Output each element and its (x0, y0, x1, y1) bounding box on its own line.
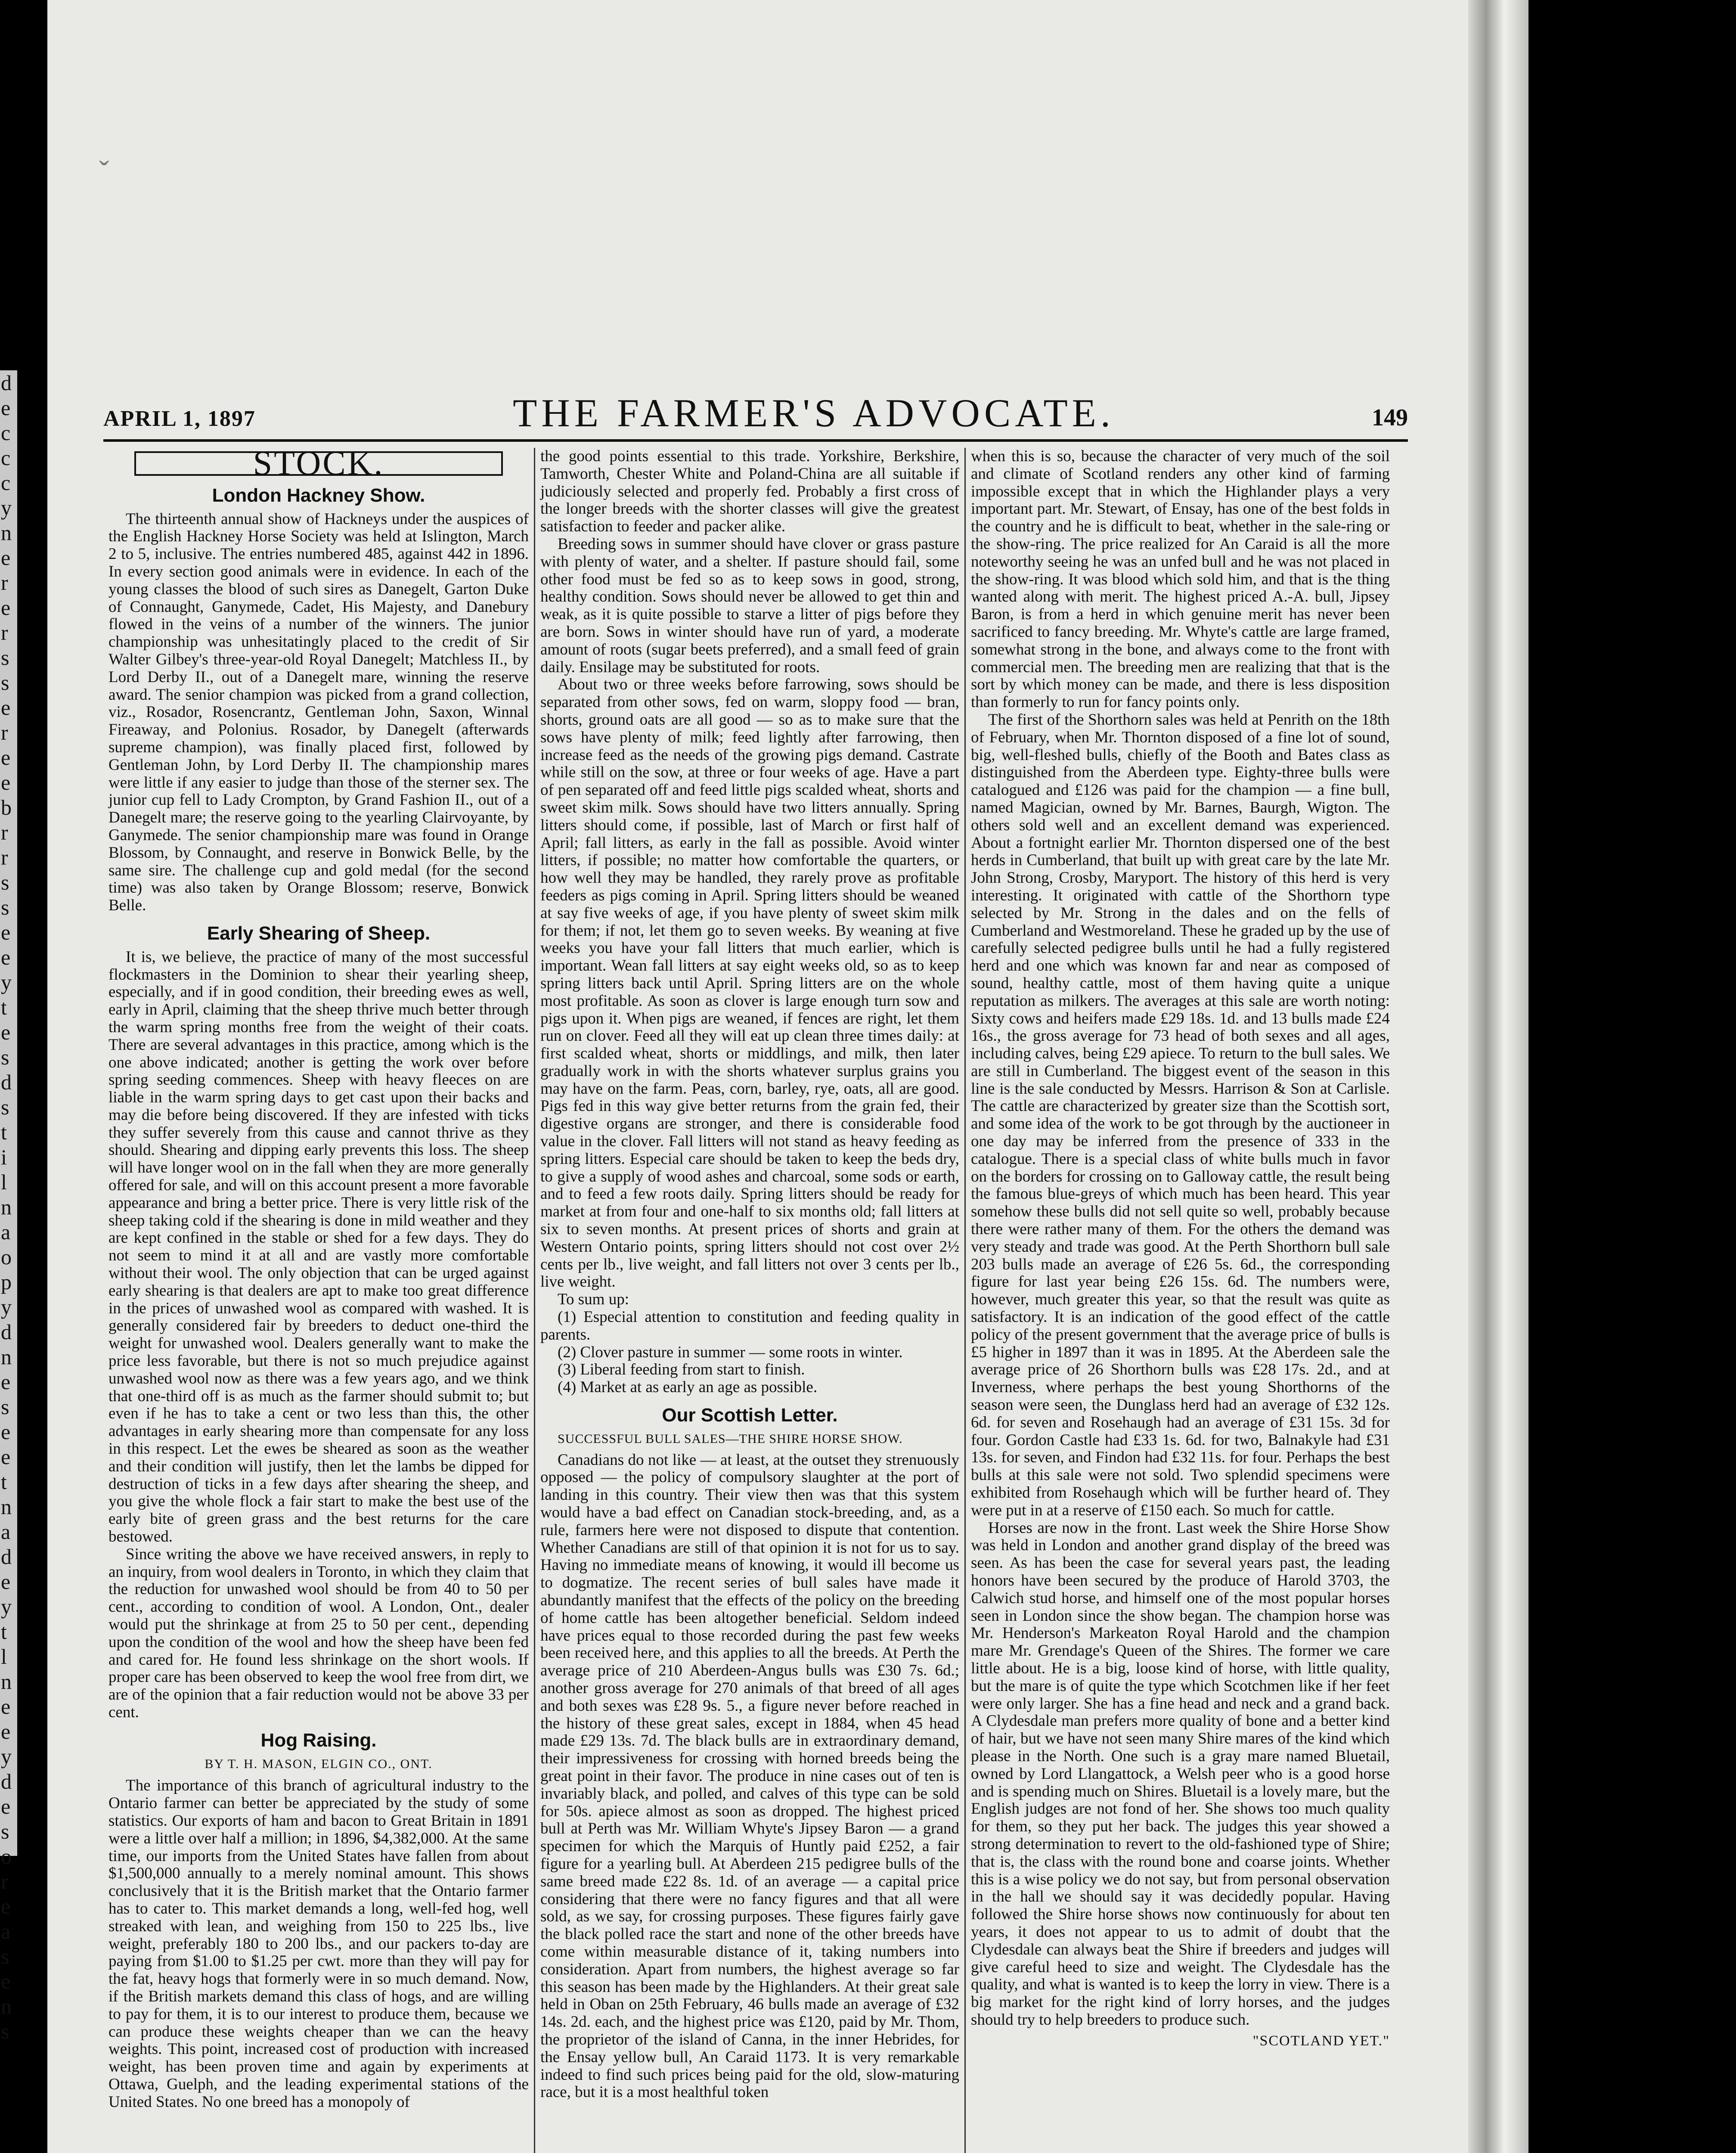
strip-letter: e (1, 1694, 11, 1719)
strip-letter: e (1, 695, 11, 720)
strip-letter: e (1, 1969, 11, 1993)
article-title-hackney: London Hackney Show. (212, 484, 425, 506)
page-header (103, 392, 1408, 442)
article-paragraph: Canadians do not like — at least, at the outset they strenuously opposed — the policy of compulsory slaughter at the port of landing in this country. Their view then was that this system would have a bad effect on Canadian stock-breeding, and, as a rule, farmers here were not disposed to dispute that contention. Whether Canadians are still of that opinion it is not for us to say. Having no immediate means of knowing, it would ill become us to dogmatize. The recent series of bull sales have made it abundantly manifest that the effects of the policy on the breeding of home cattle has been altogether beneficial. Seldom indeed have prices equal to those recorded during the past few weeks been received here, and this applies to all the breeds. At Perth the average price of 210 Aberdeen-Angus bulls was £30 7s. 6d.; another gross average for 270 animals of that breed of all ages and both sexes was £28 9s. 5., a figure never before reached in the history of these great sales, except in 1884, when 45 head made £29 13s. 7d. The black bulls are in extraordinary demand, their impressiveness for crossing with horned breeds being the great point in their favor. The produce in nine cases out of ten is invariably black, and polled, and calves of this type can be sold for 50s. apiece almost as soon as dropped. The highest priced bull at Perth was Mr. William Whyte's Jipsey Baron — a grand specimen for which the Marquis of Huntly paid £252, a fair figure for a yearling bull. At Aberdeen 215 pedigree bulls of the same breed made £22 8s. 1d. of an average — a capital price considering that there were no fancy figures and that all were sold, as we say, for crossing purposes. These figures fairly gave the black polled race the start and none of the other breeds have come within measurable distance of it, taking numbers into consideration. Apart from numbers, the highest average so far this season has been made by the Highlanders. At their great sale held in Oban on 25th February, 46 bulls made an average of £32 14s. 2d. each, and the highest price was £120, paid by Mr. Thom, the proprietor of the island of Canna, in the inner Hebrides, for the Ensay yellow bull, An Caraid 1173. It is very remarkable indeed to find such prices being paid for the old, slow-maturing race, but it is a most healthful token (540, 1451, 959, 2101)
strip-letter: y (1, 1595, 12, 1619)
strip-letter: s (1, 2019, 9, 2043)
strip-letter: t (1, 1619, 7, 1644)
strip-letter: s (1, 1395, 9, 1419)
strip-letter: d (1, 1070, 12, 1094)
article-paragraph: the good points essential to this trade. Yorkshire, Berkshire, Tamworth, Chester White and Poland-China are all suitable if judiciously selected and properly fed. Probably a first cross of the longer breeds with the shorter classes will give the greatest satisfaction to feeder and packer alike. (540, 448, 959, 536)
strip-letter: y (1, 1744, 12, 1768)
strip-letter: a (1, 1520, 11, 1544)
article-title-hog: Hog Raising. (260, 1729, 377, 1751)
strip-letter: e (1, 1370, 11, 1394)
strip-letter: s (1, 895, 9, 919)
strip-letter: s (1, 645, 9, 670)
strip-letter: d (1, 1545, 12, 1569)
strip-letter: e (1, 1719, 11, 1743)
strip-letter: y (1, 496, 12, 520)
page-number: 149 (1372, 404, 1408, 431)
strip-letter: n (1, 1345, 12, 1369)
article-columns (103, 448, 1408, 2153)
strip-letter: e (1, 945, 11, 969)
byline: BY T. H. MASON, ELGIN CO., ONT. (205, 1756, 433, 1771)
strip-letter: s (1, 670, 9, 695)
strip-letter: c (1, 471, 11, 495)
adjacent-page-strip (0, 370, 17, 2043)
article-paragraph: Breeding sows in summer should have clover or grass pasture with plenty of water, and a shelter. If pasture should fail, some other food must be fed so as to keep sows in good, strong, healthy condition. Sows should never be allowed to get thin and weak, as it is quite possible to starve a litter of pigs before they are born. Sows in winter should have run of yard, a moderate amount of roots (sugar beets preferred), and a small feed of grain daily. Ensilage may be substituted for roots. (540, 535, 959, 676)
article-paragraph: The thirteenth annual show of Hackneys under the auspices of the English Hackney Horse Society was held at Islington, March 2 to 5, inclusive. The entries numbered 485, against 442 in 1896. In every section good animals were in evidence. In each of the young classes the blood of such sires as Danegelt, Garton Duke of Connaught, Ganymede, Cadet, His Majesty, and Danebury flowed in the veins of a number of the winners. The junior championship was unhesitatingly placed to the credit of Sir Walter Gilbey's three-year-old Royal Danegelt; Matchless II., by Lord Derby II., out of a Danegelt mare, winning the reserve award. The senior champion was picked from a grand collection, viz., Rosador, Rosencrantz, Gentleman John, Saxon, Winnal Fireaway, and Polonius. Rosador, by Danegelt (afterwards supreme champion), was finally placed first, followed by Gentleman John, by Lord Derby II. The championship mares were little if any easier to judge than those of the sterner sex. The junior cup fell to Lady Crompton, by Grand Fashion II., out of a Danegelt mare; the reserve going to the yearling Clairvoyante, by Ganymede. The senior championship mare was found in Orange Blossom, by Connaught, and reserve in Bonwick Belle, by the same sire. The challenge cup and gold medal (for the second time) was also taken by Orange Blossom; reserve, Bonwick Belle. (108, 510, 529, 915)
article-paragraph: when this is so, because the character of very much of the soil and climate of Scotland renders any other kind of farming impossible except that in which the Highlander plays a very important part. Mr. Stewart, of Ensay, has one of the best folds in the country and he is difficult to beat, whether in the sale-ring or the show-ring. The price realized for An Caraid is all the more noteworthy seeing he was an unfed bull and he was not placed in the show-ring. It was blood which sold him, and that is the thing wanted along with merit. The highest priced A.-A. bull, Jipsey Baron, is from a herd in which genuine merit has never been sacrificed to fancy breeding. Mr. Whyte's cattle are large framed, somewhat strong in the bone, and always come to the front with commercial men. The breeding men are realizing that that is the sort by which money can be made, and there is less disposition than formerly to run for fancy points only. (971, 448, 1390, 711)
masthead-title: THE FARMER'S ADVOCATE. (513, 391, 1115, 435)
strip-letter: d (1, 1320, 12, 1344)
column-3 (964, 448, 1395, 2153)
strip-letter: e (1, 396, 11, 420)
strip-letter: i (1, 1145, 7, 1169)
strip-letter: b (1, 795, 12, 819)
article-subhead: SUCCESSFUL BULL SALES—THE SHIRE HORSE SHOW. (558, 1431, 903, 1446)
strip-letter: a (1, 1919, 11, 1943)
strip-letter: l (1, 1170, 7, 1194)
strip-letter: n (1, 1669, 12, 1694)
strip-letter: r (1, 571, 8, 595)
article-paragraph: Horses are now in the front. Last week the Shire Horse Show was held in London and another grand display of the breed was seen. As has been the case for several years past, the leading honors have been secured by the produce of Harold 3703, the Calwich stud horse, and himself one of the most popular horses seen in London since the show began. The champion horse was Mr. Henderson's Markeaton Royal Harold and the champion mare Mr. Grendage's Queen of the Shires. The former we care little about. He is a big, loose kind of horse, with little quality, but the mare is of quite the type which Scotchmen like if her feet were only larger. She has a fine head and neck and a grand back. A Clydesdale man prefers more quality of bone and a better kind of hair, but we have not seen many Shire mares of the kind which please in the North. One such is a gray mare named Bluetail, owned by Lord Llangattock, a Welsh peer who is a good horse and is spending much on Shires. Bluetail is a lovely mare, but the English judges are not fond of her. She shows too much quality for them, so they put her back. The judges this year showed a strong determination to revert to the old-fashioned type of Shire; that is, the class with the round bone and coarse joints. Whether this is a wise policy we do not say, but from personal observation in the hall we should say it was decidedly popular. Having followed the Shire horse shows now continuously for about ten years, it does not appear to us to admit of doubt that the Clydesdale can always beat the Shire if breeders and judges will give careful heed to size and weight. The Clydesdale has the quality, and what is wanted is to keep the lorry in view. There is a big market for the right kind of lorry horses, and the judges should try to help breeders to produce such. (971, 1519, 1390, 2029)
article-paragraph: About two or three weeks before farrowing, sows should be separated from other sows, fed on warm, sloppy food — bran, shorts, ground oats are all good — so as to make sure that the sows have plenty of milk; feed lightly after farrowing, then increase feed as the needs of the growing pigs demand. Castrate while still on the sow, at three or four weeks of age. Have a part of pen separated off and feed little pigs scalded wheat, shorts and sweet skim milk. Sows should have two litters annually. Spring litters should come, if possible, last of March or first half of April; fall litters, as early in the fall as possible. Avoid winter litters, if possible; no matter how comfortable the quarters, or how well they may be handled, they rarely prove as profitable feeders as pigs coming in April. Spring litters should be weaned at say five weeks of age, if you have plenty of sweet skim milk for them; if not, let them go to seven weeks. By weaning at five weeks you have your fall litters that much earlier, which is important. Wean fall litters at say eight weeks old, so as to keep spring litters back until April. Spring litters are on the whole most profitable. As soon as clover is large enough turn sow and pigs upon it. When pigs are weaned, if fences are right, let them run on clover. Feed all they will eat up clean three times daily: at first scalded wheat, shorts or middlings, and milk, then later gradually work in with the shorts whatever surplus grains you may have on the farm. Peas, corn, barley, rye, oats, all are good. Pigs fed in this way give better returns from the grain fed, their digestive organs are stronger, and there is considerable food value in the clover. Fall litters will not stand as heavy feeding as spring litters. Especial care should be taken to keep the beds dry, to give a supply of wood ashes and charcoal, some sods or earth, and to feed a few roots daily. Spring litters should be ready for market at from four and one-half to six months old; fall litters at six to seven months. At present prices of shorts and grain at Western Ontario points, spring litters should not cost over 2½ cents per lb., live weight, and fall litters not over 3 cents per lb., live weight. (540, 676, 959, 1291)
strip-letter: e (1, 770, 11, 794)
strip-letter: s (1, 1095, 9, 1119)
strip-letter: y (1, 970, 12, 994)
ink-mark: ˇ (99, 155, 109, 189)
strip-letter: e (1, 745, 11, 769)
page-binding (1468, 0, 1528, 2153)
strip-letter: a (1, 1220, 11, 1244)
strip-letter: n (1, 521, 12, 545)
strip-letter: n (1, 1994, 12, 2018)
article-paragraph: The importance of this branch of agricultural industry to the Ontario farmer can better be appreciated by the study of some statistics. Our exports of ham and bacon to Great Britain in 1891 were a little over half a million; in 1896, $4,382,000. At the same time, our imports from the United States have fallen from about $1,500,000 annually to a merely nominal amount. This shows conclusively that it is the British market that the Ontario farmer has to cater to. This market demands a long, well-fed hog, well streaked with lean, and weighing from 150 to 225 lbs., live weight, preferably 180 to 200 lbs., and our packers to-day are paying from $1.00 to $1.25 per cwt. more than they will pay for the fat, heavy hogs that formerly were in so much demand. Now, if the British markets demand this class of hogs, and are willing to pay for them, it is to our interest to produce them, because we can produce these weights cheaper than we can the heavy weights. This point, increased cost of production with increased weight, has been proven time and again by experiments at Ottawa, Guelph, and the leading experimental stations of the United States. No one breed has a monopoly of (108, 1777, 529, 2111)
list-item: (3) Liberal feeding from start to finish. (558, 1361, 805, 1379)
article-paragraph: Since writing the above we have received answers, in reply to an inquiry, from wool dealers in Toronto, in which they claim that the reduction for unwashed wool should be from 40 to 50 per cent., according to condition of wool. A London, Ont., dealer would put the shrinkage at from 25 to 50 per cent., depending upon the condition of the wool and how the sheep have been fed and cared for. He found less shrinkage on the short wools. If proper care has been observed to keep the wool free from dirt, we are of the opinion that a fair reduction would not be above 33 per cent. (108, 1545, 529, 1721)
strip-letter: d (1, 371, 12, 395)
strip-letter: r (1, 845, 8, 869)
strip-letter: o (1, 1245, 12, 1269)
column-2 (534, 448, 964, 2153)
article-title-scottish: Our Scottish Letter. (662, 1405, 838, 1426)
strip-letter: d (1, 1769, 12, 1793)
strip-letter: c (1, 446, 11, 470)
strip-letter: r (1, 1869, 8, 1893)
strip-letter: t (1, 1470, 7, 1494)
strip-letter: e (1, 1894, 11, 1918)
scan-margin-right (1528, 0, 1736, 2153)
strip-letter: s (1, 1944, 9, 1968)
strip-letter: e (1, 1570, 11, 1594)
strip-letter: e (1, 546, 11, 570)
strip-letter: e (1, 920, 11, 944)
column-1 (103, 448, 534, 2153)
list-item: (1) Especial attention to constitution and feeding quality in parents. (540, 1308, 959, 1343)
strip-letter: o (1, 1844, 12, 1868)
strip-letter: s (1, 1045, 9, 1069)
strip-letter: t (1, 1120, 7, 1144)
summary-list (540, 1309, 959, 1396)
article-paragraph: The first of the Shorthorn sales was held at Penrith on the 18th of February, when Mr. Thornton disposed of a fine lot of sound, big, well-fleshed bulls, chiefly of the Booth and Bates class as distinguished from the Aberdeen type. Eighty-three bulls were catalogued and £126 was paid for the champion — a fine bull, named Magician, owned by Mr. Barnes, Baurgh, Wigton. The others sold well and an excellent demand was experienced. About a fortnight earlier Mr. Thornton dispersed one of the best herds in Cumberland, that built up with great care by the late Mr. John Strong, Crosby, Maryport. The history of this herd is very interesting. It originated with cattle of the Shorthorn type selected by Mr. Strong in the dales and on the fells of Cumberland and Westmoreland. These he graded up by the use of carefully selected pedigree bulls until he had a fully registered herd and one which was known far and near as composed of sound, healthy cattle, most of them having quite a unique reputation as milkers. The averages at this sale are worth noting: Sixty cows and heifers made £29 18s. 1d. and 13 bulls made £24 16s., the gross average for 73 head of both sexes and all ages, including calves, being £29 apiece. To return to the bull sales. We are still in Cumberland. The biggest event of the season in this line is the sale conducted by Messrs. Harrison & Son at Carlisle. The cattle are characterized by greater size than the Scottish sort, and some idea of the work to be got through by the auctioneer in one day may be inferred from the presence of 333 in the catalogue. There is a special class of white bulls much in favor on the borders for crossing on to Galloway cattle, the result being the famous blue-greys of which much has been heard. This year somehow these bulls did not sell quite so well, probably because there were rather many of them. For the others the demand was very steady and trade was good. At the Perth Shorthorn bull sale 203 bulls made an average of £26 5s. 6d., the corresponding figure for last year being £26 15s. 6d. The numbers were, however, much greater this year, so that the result was quite as satisfactory. It is an indication of the good effect of the cattle policy of the present government that the average price of bulls is £5 higher in 1897 than it was in 1895. At the Aberdeen sale the average price of 26 Shorthorn bulls was £28 17s. 2d., and at Inverness, where perhaps the best young Shorthorns of the season were seen, the Dunglass herd had an average of £32 12s. 6d. for seven and Rosehaugh had an average of £31 15s. 3d for four. Gordon Castle had £33 1s. 6d. for two, Balnakyle had £31 13s. for seven, and Findon had £32 11s. for four. Perhaps the best bulls at this sale were not sold. Two splendid specimens were exhibited from Rosehaugh which will be further heard of. They were put in at a reserve of £150 each. So much for cattle. (971, 710, 1390, 1519)
strip-letter: t (1, 995, 7, 1019)
issue-date: APRIL 1, 1897 (103, 406, 256, 431)
summary-intro: To sum up: (558, 1291, 629, 1309)
section-heading: STOCK. (134, 451, 503, 476)
strip-letter: l (1, 1644, 7, 1669)
strip-letter: n (1, 1195, 12, 1219)
strip-letter: n (1, 1495, 12, 1519)
list-item: (4) Market at as early an age as possible. (558, 1378, 818, 1396)
strip-letter: e (1, 1420, 11, 1444)
article-title-shearing: Early Shearing of Sheep. (207, 922, 431, 944)
strip-letter: p (1, 1270, 12, 1294)
strip-letter: e (1, 1794, 11, 1818)
article-paragraph: It is, we believe, the practice of many of the most successful flockmasters in the Dominion to shear their yearling sheep, especially, and if in good condition, their breeding ewes as well, early in April, claiming that the sheep thrive much better through the warm spring months free from the weight of their coats. There are several advantages in this practice, among which is the one above indicated; another is getting the work over before spring seeding commences. Sheep with heavy fleeces on are liable in the warm spring days to get cast upon their backs and may die before being discovered. If they are infested with ticks they suffer severely from this cause and cannot thrive as they should. Shearing and dipping early prevents this loss. The sheep will have longer wool on in the fall when they are more generally offered for sale, and will on this account present a more favorable appearance and bring a better price. There is very little risk of the sheep taking cold if the shearing is done in mild weather and they are kept confined in the stable or shed for a few days. They do not seem to mind it at all and are vastly more comfortable without their wool. The only objection that can be urged against early shearing is that dealers are apt to make too great difference in the prices of unwashed wool as compared with washed. It is generally considered fair by breeders to deduct one-third the weight for unwashed wool. Dealers generally want to make the price less favorable, but there is not so much prejudice against unwashed wool now as there was a few years ago, and we think that one-third off is as much as the farmer should submit to; but even if he has to take a cent or two less than this, the other advantages in early shearing more than compensate for any loss in this respect. Let the ewes be sheared as soon as the weather and their condition will justify, then let the lambs be dipped for destruction of ticks in a few days after shearing the sheep, and you give the whole flock a fair start to make the best use of the early bite of green grass and the best returns for the care bestowed. (108, 948, 529, 1546)
strip-letter: r (1, 620, 8, 645)
strip-letter: e (1, 1445, 11, 1469)
article-signature: "SCOTLAND YET." (1252, 2032, 1390, 2049)
strip-letter: e (1, 1020, 11, 1044)
strip-letter: y (1, 1295, 12, 1319)
list-item: (2) Clover pasture in summer — some roots in winter. (558, 1343, 903, 1361)
strip-letter: e (1, 596, 11, 620)
strip-letter: r (1, 720, 8, 745)
strip-letter: s (1, 870, 9, 894)
strip-letter: c (1, 421, 11, 445)
strip-letter: r (1, 820, 8, 844)
strip-letter: s (1, 1819, 9, 1843)
